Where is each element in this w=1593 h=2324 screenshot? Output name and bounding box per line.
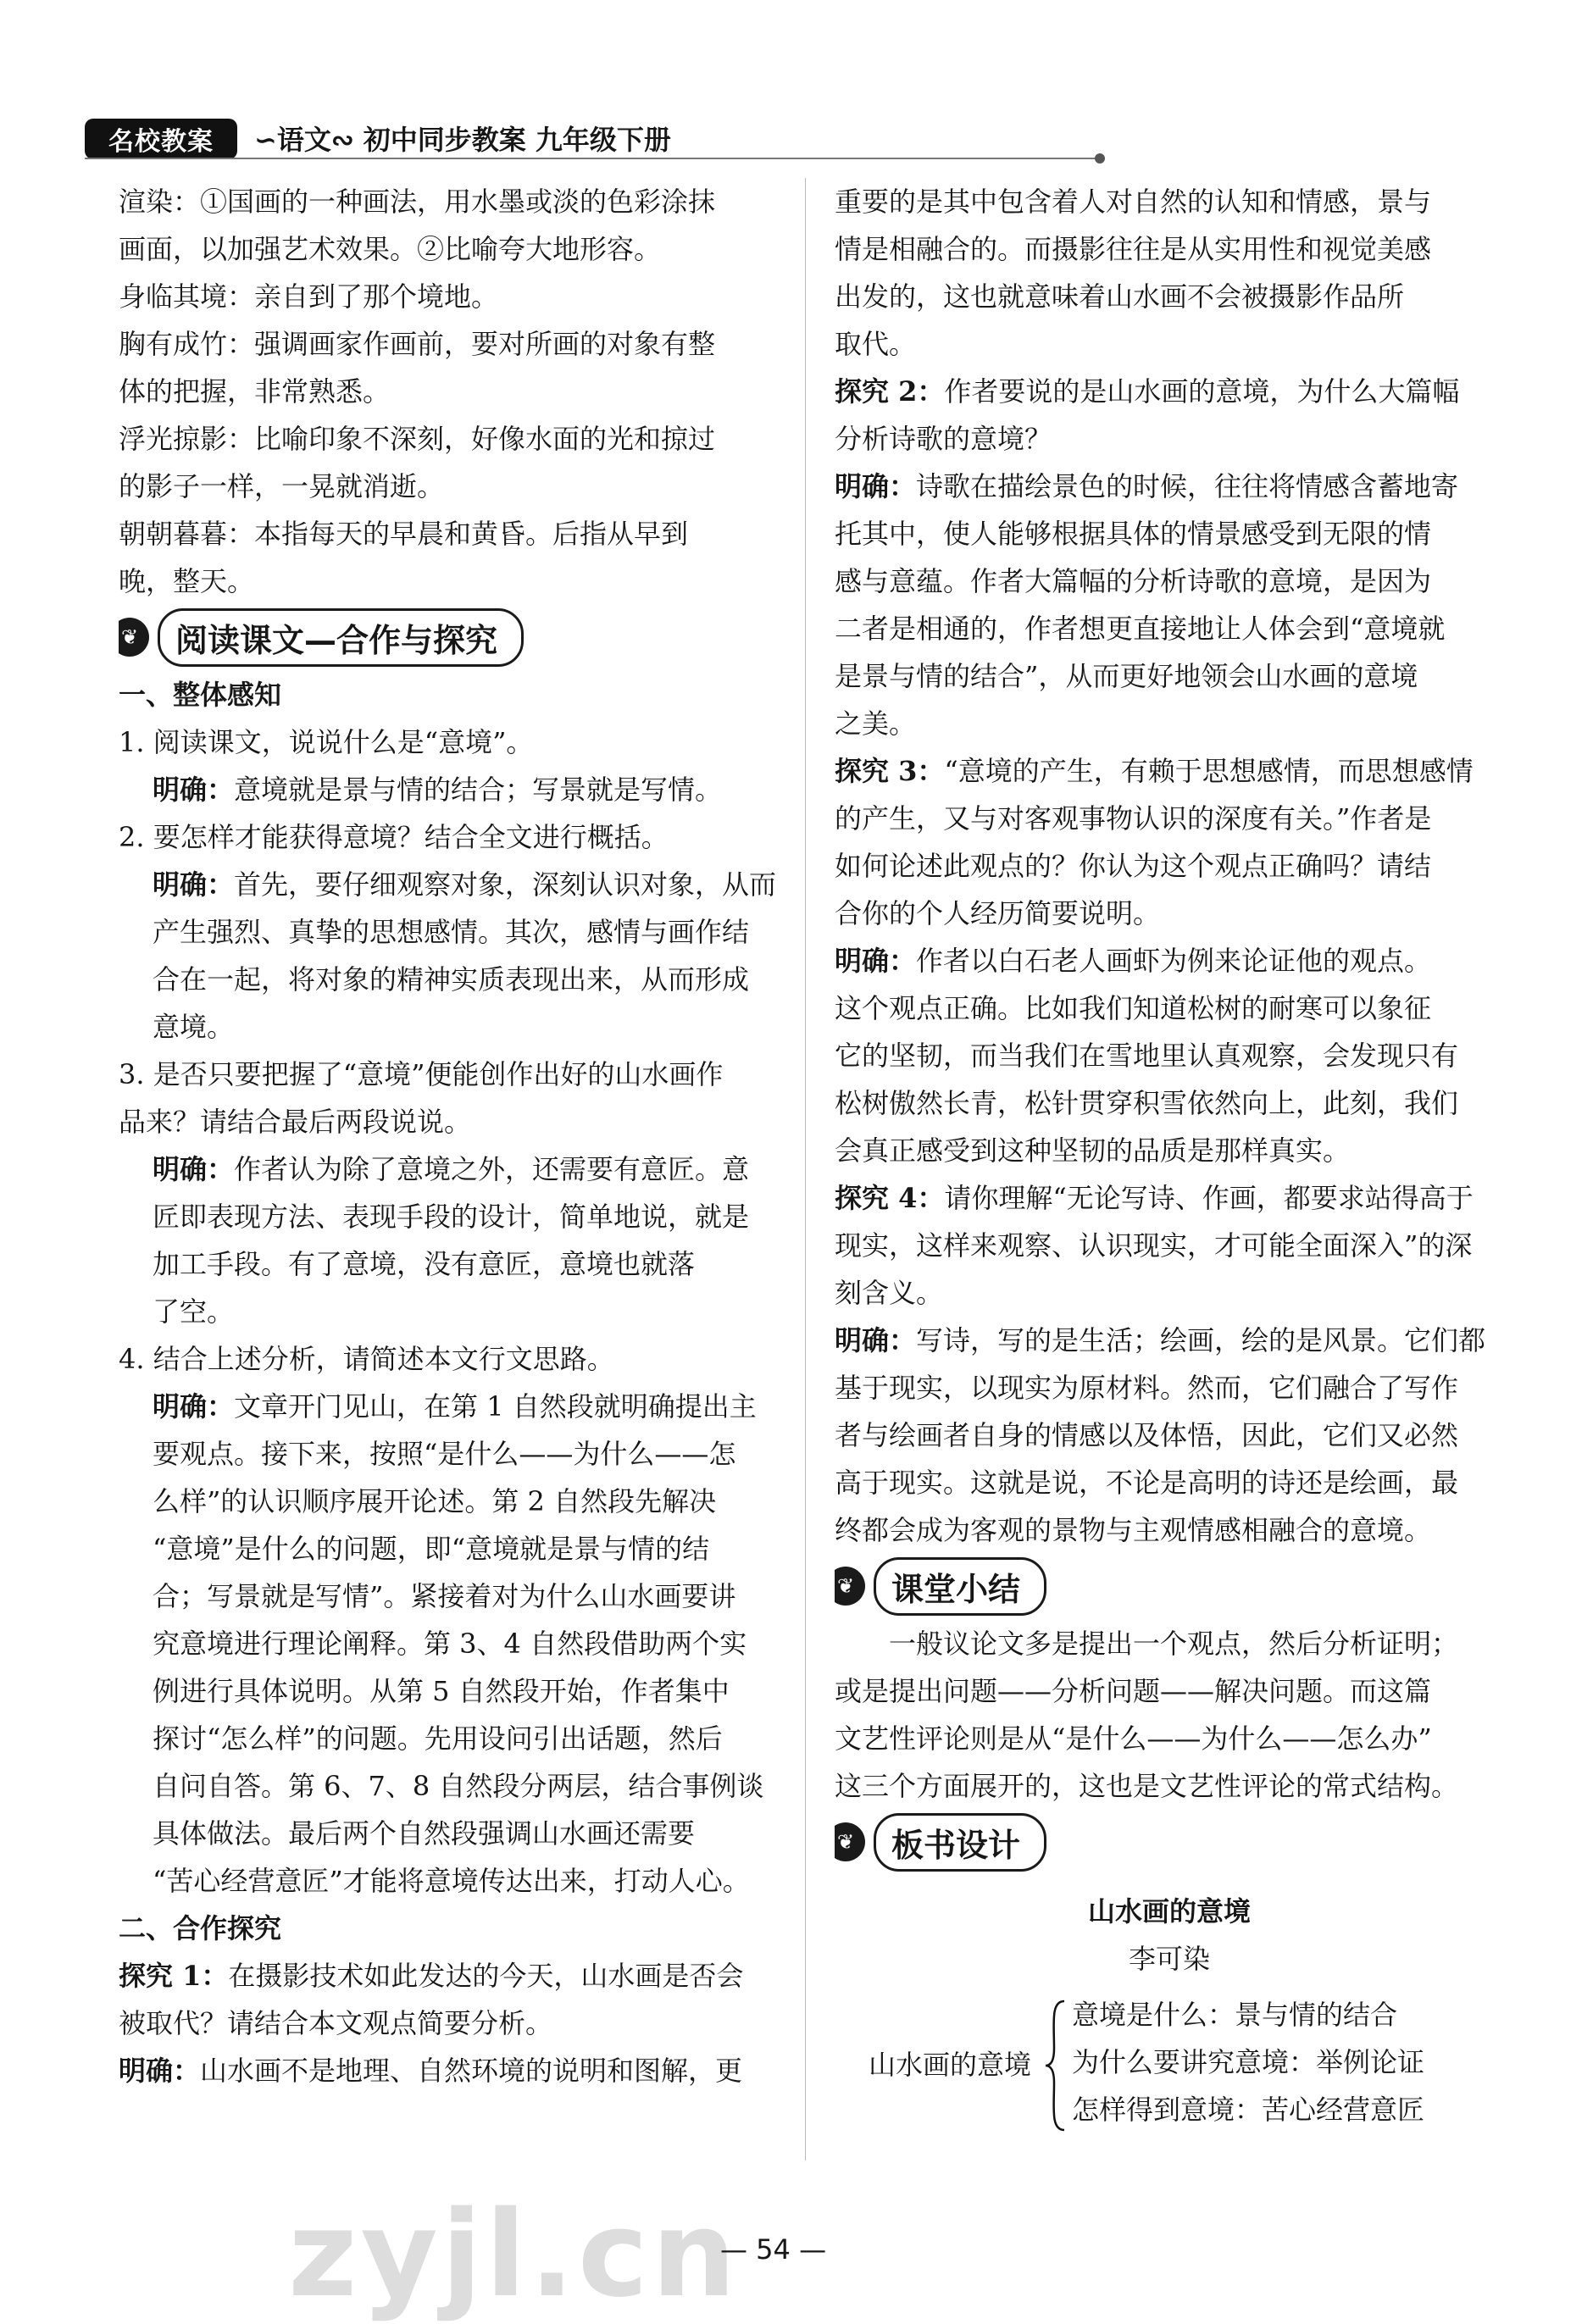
answer-3 bbox=[119, 1145, 788, 1335]
board-author: 李可染 bbox=[1128, 1943, 1210, 1975]
section-title: 阅读课文—合作与探究 bbox=[158, 608, 524, 667]
answer-2 bbox=[119, 861, 788, 1051]
text-line: 者与绘画者自身的情感以及体悟，因此，它们又必然 bbox=[835, 1419, 1459, 1451]
text-line: 情是相融合的。而摄影往往是从实用性和视觉美感 bbox=[835, 233, 1432, 265]
text-line: 的产生，又与对客观事物认识的深度有关。”作者是 bbox=[835, 802, 1432, 835]
text-line: 品来？请结合最后两段说说。 bbox=[119, 1106, 472, 1138]
section-title: 板书设计 bbox=[874, 1813, 1046, 1872]
text-line: 现实，这样来观察、认识现实，才可能全面深入”的深 bbox=[835, 1229, 1473, 1262]
text-line: 合；写景就是写情”。紧接着对为什么山水画要讲 bbox=[153, 1580, 736, 1612]
text-line: 1. 阅读课文，说说什么是“意境”。 bbox=[119, 726, 534, 758]
explore-3 bbox=[835, 747, 1504, 937]
text-line: 例进行具体说明。从第 5 自然段开始，作者集中 bbox=[153, 1675, 730, 1707]
explore-2 bbox=[835, 368, 1504, 463]
section-class-summary bbox=[835, 1561, 1046, 1611]
text-line: 是景与情的结合”，从而更好地领会山水画的意境 bbox=[835, 660, 1418, 692]
section-badge-icon: ❦ bbox=[835, 1822, 865, 1861]
text-line: 基于现实，以现实为原材料。然而，它们融合了写作 bbox=[835, 1372, 1459, 1404]
text-line: 意境是什么：景与情的结合 bbox=[1072, 1999, 1398, 2031]
text-line: 具体做法。最后两个自然段强调山水画还需要 bbox=[153, 1817, 696, 1850]
text-line: 这个观点正确。比如我们知道松树的耐寒可以象征 bbox=[835, 992, 1432, 1024]
section-board-design bbox=[835, 1816, 1046, 1867]
text-line: 探究 2：作者要说的是山水画的意境，为什么大篇幅 bbox=[835, 375, 1460, 408]
text-line: 文艺性评论则是从“是什么——为什么——怎么办” bbox=[835, 1722, 1432, 1755]
text-line: 明确：诗歌在描绘景色的时候，往往将情感含蓄地寄 bbox=[835, 470, 1459, 502]
section-badge-icon: ❦ bbox=[119, 618, 149, 657]
text-line: 探讨“怎么样”的问题。先用设问引出话题，然后 bbox=[153, 1722, 723, 1755]
question-4 bbox=[119, 1335, 788, 1383]
text-line: 二者是相通的，作者想更直接地让人体会到“意境就 bbox=[835, 613, 1446, 645]
text-line: 如何论述此观点的？你认为这个观点正确吗？请结 bbox=[835, 850, 1432, 882]
question-2 bbox=[119, 813, 788, 861]
section-badge-icon: ❦ bbox=[835, 1567, 865, 1606]
text-line: 终都会成为客观的景物与主观情感相融合的意境。 bbox=[835, 1514, 1432, 1546]
text-line: “意境”是什么的问题，即“意境就是景与情的结 bbox=[153, 1533, 710, 1565]
text-line: 体的把握，非常熟悉。 bbox=[119, 375, 391, 408]
text-line: 浮光掠影：比喻印象不深刻，好像水面的光和掠过 bbox=[119, 423, 716, 455]
text-line: 感与意蕴。作者大篇幅的分析诗歌的意境，是因为 bbox=[835, 565, 1432, 597]
text-line: 探究 4：请你理解“无论写诗、作画，都要求站得高于 bbox=[835, 1182, 1474, 1214]
text-line: 意境。 bbox=[153, 1011, 235, 1043]
text-line: 一般议论文多是提出一个观点，然后分析证明； bbox=[889, 1628, 1459, 1660]
text-line: 托其中，使人能够根据具体的情景感受到无限的情 bbox=[835, 518, 1432, 550]
text-line: 明确：作者以白石老人画虾为例来论证他的观点。 bbox=[835, 945, 1432, 977]
text-line: 渲染：①国画的一种画法，用水墨或淡的色彩涂抹 bbox=[119, 186, 716, 218]
header-rule bbox=[85, 158, 1102, 159]
text-line: 胸有成竹：强调画家作画前，要对所画的对象有整 bbox=[119, 328, 716, 360]
text-line: 明确：写诗，写的是生活；绘画，绘的是风景。它们都 bbox=[835, 1324, 1486, 1356]
right-column bbox=[835, 178, 1504, 2152]
text-line: 自问自答。第 6、7、8 自然段分两层，结合事例谈 bbox=[153, 1770, 764, 1802]
text-line: 探究 3：“意境的产生，有赖于思想感情，而思想感情 bbox=[835, 755, 1474, 787]
text-line: 画面，以加强艺术效果。②比喻夸大地形容。 bbox=[119, 233, 662, 265]
text-line: 出发的，这也就意味着山水画不会被摄影作品所 bbox=[835, 280, 1405, 313]
text-line: 匠即表现方法、表现手段的设计，简单地说，就是 bbox=[153, 1201, 750, 1233]
summary-text bbox=[835, 1620, 1504, 1810]
board-title: 山水画的意境 bbox=[1087, 1895, 1251, 1927]
text-line: 合在一起，将对象的精神实质表现出来，从而形成 bbox=[153, 963, 750, 996]
answer-4 bbox=[119, 1383, 788, 1905]
text-line: 产生强烈、真挚的思想感情。其次，感情与画作结 bbox=[153, 916, 750, 948]
watermark: zyjl.cn bbox=[288, 2186, 740, 2324]
question-3 bbox=[119, 1051, 788, 1145]
text-line: 2. 要怎样才能获得意境？结合全文进行概括。 bbox=[119, 821, 669, 853]
text-line: 高于现实。这就是说，不论是高明的诗还是绘画，最 bbox=[835, 1467, 1459, 1499]
text-line: 它的坚韧，而当我们在雪地里认真观察，会发现只有 bbox=[835, 1040, 1459, 1072]
text-line: 或是提出问题——分析问题——解决问题。而这篇 bbox=[835, 1675, 1432, 1707]
brand-logo: 名校教案 bbox=[85, 119, 237, 159]
header-title: ∽语文∾ 初中同步教案 九年级下册 bbox=[254, 124, 671, 156]
answer-1 bbox=[119, 766, 788, 813]
text-line: 究意境进行理论阐释。第 3、4 自然段借助两个实 bbox=[153, 1628, 747, 1660]
text-line: 明确：文章开门见山，在第 1 自然段就明确提出主 bbox=[153, 1390, 757, 1423]
text-line: 明确：作者认为除了意境之外，还需要有意匠。意 bbox=[153, 1153, 750, 1185]
board-root: 山水画的意境 bbox=[869, 2049, 1032, 2081]
text-line: 加工手段。有了意境，没有意匠，意境也就落 bbox=[153, 1248, 696, 1280]
text-line: 被取代？请结合本文观点简要分析。 bbox=[119, 2007, 553, 2039]
explore-1-answer-continued bbox=[835, 178, 1504, 368]
question-1 bbox=[119, 718, 788, 766]
text-line: 怎样得到意境：苦心经营意匠 bbox=[1072, 2094, 1425, 2126]
section-title: 课堂小结 bbox=[874, 1557, 1046, 1616]
text-line: 取代。 bbox=[835, 328, 917, 360]
text-line: 明确：山水画不是地理、自然环境的说明和图解，更 bbox=[119, 2055, 743, 2087]
text-line: 之美。 bbox=[835, 707, 917, 740]
explore-3-answer bbox=[835, 937, 1504, 1174]
left-column bbox=[119, 178, 788, 2152]
text-line: 朝朝暮暮：本指每天的早晨和黄昏。后指从早到 bbox=[119, 518, 689, 550]
text-line: 4. 结合上述分析，请简述本文行文思路。 bbox=[119, 1343, 614, 1375]
text-line: 分析诗歌的意境？ bbox=[835, 423, 1052, 455]
text-line: 这三个方面展开的，这也是文艺性评论的常式结构。 bbox=[835, 1770, 1459, 1802]
text-line: 3. 是否只要把握了“意境”便能创作出好的山水画作 bbox=[119, 1058, 724, 1090]
text-line: 松树傲然长青，松针贯穿积雪依然向上，此刻，我们 bbox=[835, 1087, 1459, 1119]
part-heading-explore: 二、合作探究 bbox=[119, 1912, 282, 1944]
text-line: 为什么要讲究意境：举例论证 bbox=[1072, 2046, 1425, 2078]
board-diagram bbox=[835, 1991, 1504, 2144]
text-line: 明确：首先，要仔细观察对象，深刻认识对象，从而 bbox=[153, 868, 777, 901]
explore-4-answer bbox=[835, 1317, 1504, 1554]
column-divider bbox=[805, 178, 806, 2160]
part-heading-overview: 一、整体感知 bbox=[119, 679, 282, 711]
text-line: 合你的个人经历简要说明。 bbox=[835, 897, 1161, 929]
text-line: 重要的是其中包含着人对自然的认知和情感，景与 bbox=[835, 186, 1432, 218]
text-line: 会真正感受到这种坚韧的品质是那样真实。 bbox=[835, 1134, 1351, 1167]
text-line: 身临其境：亲自到了那个境地。 bbox=[119, 280, 499, 313]
text-line: 晚，整天。 bbox=[119, 565, 255, 597]
text-line: “苦心经营意匠”才能将意境传达出来，打动人心。 bbox=[153, 1865, 750, 1897]
text-line: 探究 1：在摄影技术如此发达的今天，山水画是否会 bbox=[119, 1960, 744, 1992]
text-line: 了空。 bbox=[153, 1295, 235, 1328]
explore-1 bbox=[119, 1952, 788, 2047]
explore-2-answer bbox=[835, 463, 1504, 747]
board-items bbox=[1072, 1991, 1424, 2133]
section-read-cooperate bbox=[119, 612, 524, 663]
text-line: 刻含义。 bbox=[835, 1277, 944, 1309]
vocab-definitions bbox=[119, 178, 788, 605]
text-line: 明确：意境就是景与情的结合；写景就是写情。 bbox=[153, 774, 723, 806]
header-rule-dot bbox=[1095, 153, 1105, 164]
page-header bbox=[85, 110, 1102, 169]
brace-icon bbox=[1042, 1998, 1068, 2133]
page-number: — 54 — bbox=[720, 2233, 827, 2266]
text-line: 的影子一样，一晃就消逝。 bbox=[119, 470, 445, 502]
text-line: 么样”的认识顺序展开论述。第 2 自然段先解决 bbox=[153, 1485, 717, 1517]
text-line: 要观点。接下来，按照“是什么——为什么——怎 bbox=[153, 1438, 736, 1470]
explore-1-answer bbox=[119, 2047, 788, 2094]
explore-4 bbox=[835, 1174, 1504, 1317]
